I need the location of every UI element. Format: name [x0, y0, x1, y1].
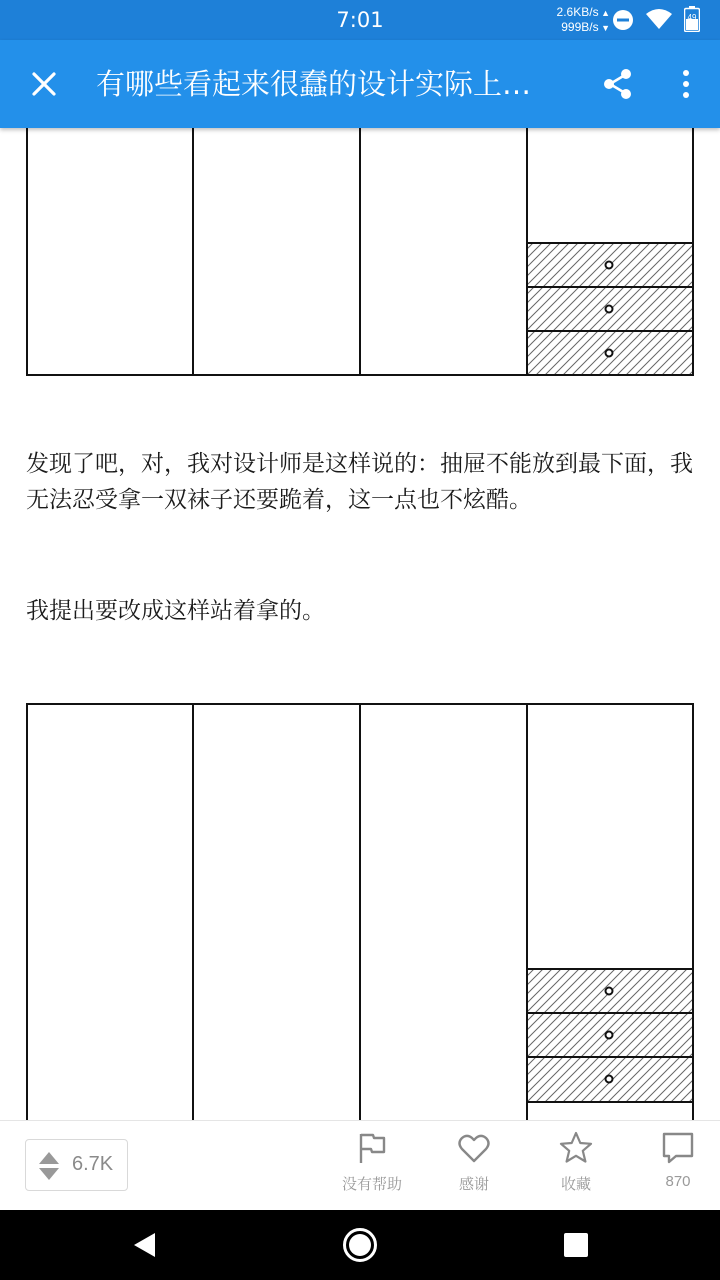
comments-button[interactable]: [633, 1131, 720, 1203]
bottom-action-bar: [0, 1120, 720, 1210]
not-helpful-label: 没有帮助: [341, 1175, 402, 1193]
battery-icon: [684, 6, 700, 32]
download-speed: 999B/s: [561, 20, 599, 34]
recents-icon: [551, 1225, 601, 1265]
more-vert-icon: [666, 62, 706, 106]
battery-level: 49: [687, 13, 697, 22]
back-icon: [120, 1225, 170, 1265]
share-icon: [596, 62, 640, 106]
wardrobe-diagram-top: [0, 128, 720, 378]
home-icon: [335, 1222, 385, 1268]
flag-icon: [355, 1131, 389, 1165]
system-nav-bar: [0, 1210, 720, 1280]
thanks-label: 感谢: [458, 1175, 489, 1193]
thanks-button[interactable]: [429, 1131, 519, 1203]
wardrobe-diagram-bottom: [0, 702, 720, 1120]
heart-icon: [457, 1131, 491, 1165]
wifi-icon: [645, 8, 673, 30]
favorite-button[interactable]: [531, 1131, 621, 1203]
nav-home-button[interactable]: [335, 1222, 385, 1268]
dnd-icon: [612, 9, 634, 31]
not-helpful-button[interactable]: [327, 1131, 417, 1203]
comment-count: 870: [665, 1173, 691, 1190]
comment-icon: [661, 1131, 695, 1165]
status-time: 7:01: [336, 8, 384, 32]
upload-speed: 2.6KB/s: [556, 5, 599, 19]
star-icon: [559, 1131, 593, 1165]
close-icon: [22, 62, 66, 106]
article-content: [0, 128, 720, 1120]
nav-back-button[interactable]: [120, 1225, 170, 1265]
app-bar: [0, 40, 720, 128]
share-button[interactable]: [596, 62, 640, 106]
vote-button[interactable]: [25, 1139, 128, 1191]
status-bar: [0, 0, 720, 40]
more-options-button[interactable]: [666, 62, 706, 106]
network-speed: 2.6KB/s ▲ 999B/s ▼: [556, 5, 610, 34]
close-button[interactable]: [22, 62, 66, 106]
vote-arrows-icon: [38, 1151, 60, 1181]
nav-recents-button[interactable]: [551, 1225, 601, 1265]
page-title: 有哪些看起来很蠢的设计实际上…: [96, 67, 532, 101]
article-paragraph: 我提出要改成这样站着拿的。: [26, 598, 325, 624]
favorite-label: 收藏: [560, 1175, 591, 1193]
article-paragraph: 发现了吧，对，我对设计师是这样说的：抽屉不能放到最下面，我无法忍受拿一双袜子还要跪着，这一点也不炫酷。: [26, 451, 693, 513]
vote-count: 6.7K: [72, 1153, 114, 1175]
